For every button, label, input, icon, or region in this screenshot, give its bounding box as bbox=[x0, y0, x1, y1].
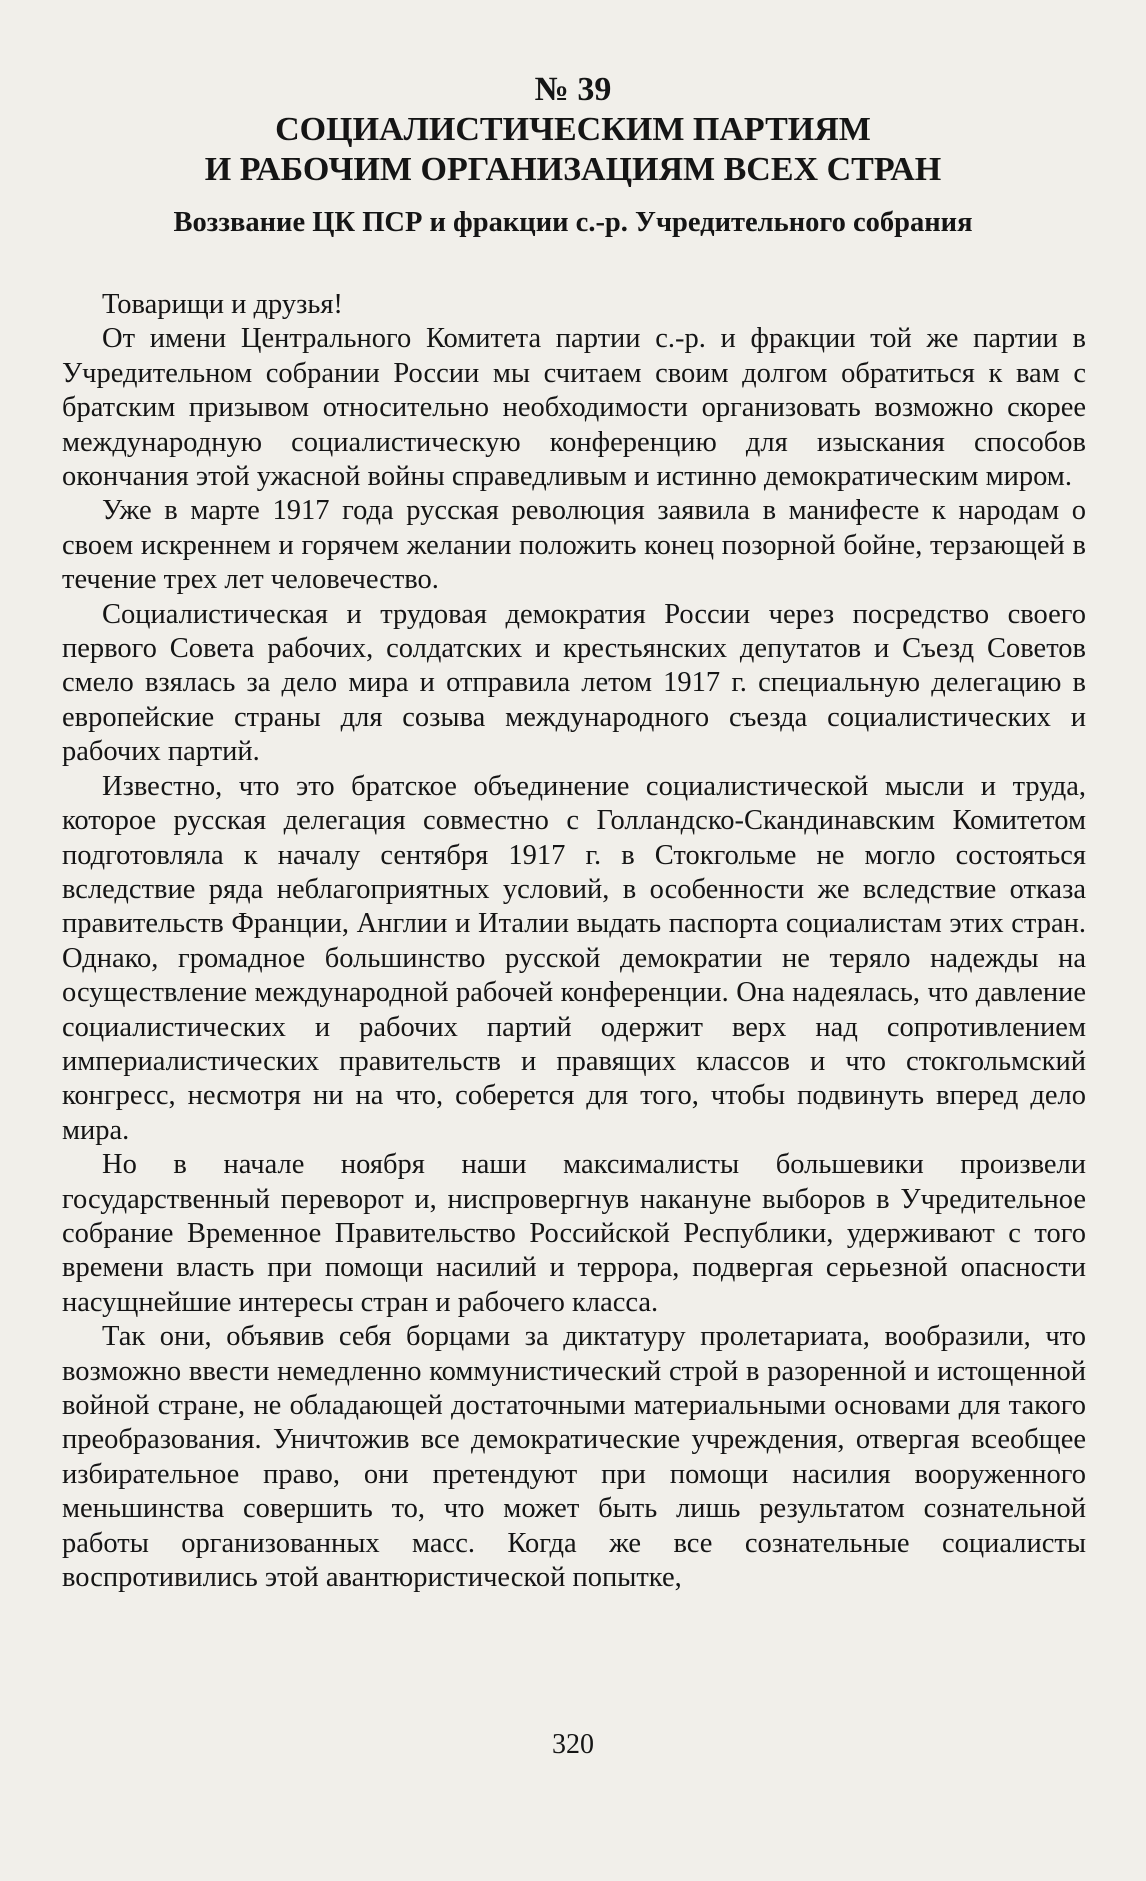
paragraph: Но в начале ноября наши максималисты большевики произвели государственный переворот и, ниспровергнув накануне выборов в Учредительное собрание Временное Правительство Российской Республики, удерживают с того времени власть при помощи насилий и террора, подвергая серьезной опасности насущнейшие интересы стран и рабочего класса. bbox=[62, 1149, 1086, 1318]
paragraph: Так они, объявив себя борцами за диктатуру пролетариата, вообразили, что возможно ввести немедленно коммунистический строй в разоренной и истощенной войной стране, не обладающей достаточными материальными основами для такого преобразования. Уничтожив все демократические учреждения, отвергая всеобщее избирательное право, они претендуют при помощи насилия вооруженного меньшинства совершить то, что может быть лишь результатом сознательной работы организованных масс. Когда же все сознательные социалисты воспротивились этой авантюристической попытке, bbox=[62, 1321, 1086, 1594]
document-number: № 39 bbox=[534, 71, 612, 108]
paragraph: Уже в марте 1917 года русская революция заявила в манифесте к народам о своем искреннем и горячем желании положить конец позорной бойне, терзающей в течение трех лет человечество. bbox=[62, 495, 1086, 596]
document-title-line-1: СОЦИАЛИСТИЧЕСКИМ ПАРТИЯМ bbox=[275, 111, 871, 148]
paragraph: Известно, что это братское объединение социалистической мысли и труда, которое русская делегация совместно с Голландско-Скандинавским Комитетом подготовляла к началу сентября 1917 г. в Стокгольме не могло состояться вследствие ряда неблагоприятных условий, в особенности же вследствие отказа правительств Франции, Англии и Италии выдать паспорта социалистам этих стран. Однако, громадное большинство русской демократии не теряло надежды на осуществление международной рабочей конференции. Она надеялась, что давление социалистических и рабочих партий одержит верх над сопротивлением империалистических правительств и правящих классов и что стокгольмский конгресс, несмотря ни на что, соберется для того, чтобы подвинуть вперед дело мира. bbox=[62, 770, 1086, 1146]
page-number: 320 bbox=[552, 1729, 594, 1760]
paragraph: От имени Центрального Комитета партии с.-р. и фракции той же партии в Учредительном собрании России мы считаем своим долгом обратиться к вам с братским призывом относительно необходимости организовать возможно скорее международную социалистическую конференцию для изыскания способов окончания этой ужасной войны справедливым и истинно демократическим миром. bbox=[62, 323, 1086, 493]
document-header bbox=[60, 70, 1086, 240]
document-title-line-2: И РАБОЧИМ ОРГАНИЗАЦИЯМ ВСЕХ СТРАН bbox=[204, 151, 942, 188]
document-subtitle: Воззвание ЦК ПСР и фракции с.-р. Учредительного собрания bbox=[173, 207, 973, 238]
paragraph: Социалистическая и трудовая демократия России через посредство своего первого Совета рабочих, солдатских и крестьянских депутатов и Съезд Советов смело взялась за дело мира и отправила летом 1917 г. специальную делегацию в европейские страны для созыва международного съезда социалистических и рабочих партий. bbox=[62, 598, 1086, 768]
document-body bbox=[62, 288, 1086, 1595]
greeting: Товарищи и друзья! bbox=[102, 289, 343, 320]
